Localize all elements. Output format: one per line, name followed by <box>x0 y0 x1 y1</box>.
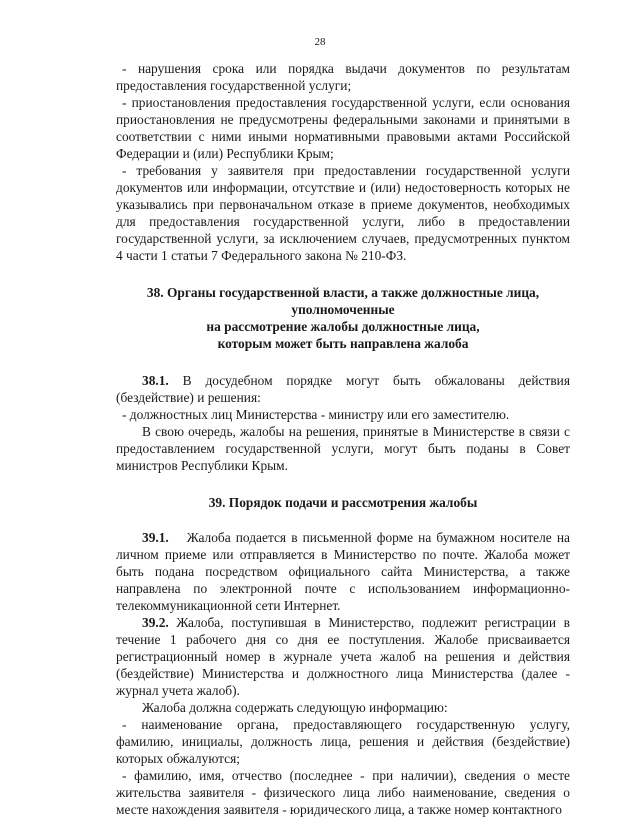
paragraph-38-1-item: - должностных лиц Министерства - министру или его заместителю. <box>122 407 510 422</box>
intro-item-1: - нарушения срока или порядка выдачи документов по результатам предоставления государственной услуги; <box>116 61 570 93</box>
section-38-heading-line-3: на рассмотрение жалобы должностные лица, <box>206 319 480 334</box>
paragraph-39-1-text: Жалоба подается в письменной форме на бумажном носителе на личном приеме или отправляется в Министерство по почте. Жалоба может быть подана посредством официального сайта Министерства, а также направлена по электронной почте с использованием информационно-телекоммуникационной сети Интернет. <box>116 530 570 613</box>
page-number: 28 <box>314 36 326 48</box>
paragraph-38-1 <box>116 372 570 406</box>
paragraph-39-1-number: 39.1. <box>142 530 169 545</box>
paragraph-38-1-note: В свою очередь, жалобы на решения, принятые в Министерстве в связи с предоставлением государственной услуги, могут быть поданы в Совет министров Республики Крым. <box>116 424 570 473</box>
section-38-heading-line-1: 38. Органы государственной власти, а также должностные лица, <box>146 285 540 300</box>
paragraph-39-2-text: Жалоба, поступившая в Министерство, подлежит регистрации в течение 1 рабочего дня со дня ее поступления. Жалобе присваивается регистрационный номер в журнале учета жалоб на решения и действия (бездействие) Министерства и должностного лица Министерства (далее - журнал учета жалоб). <box>116 615 570 698</box>
paragraph-38-1-number: 38.1. <box>142 373 169 388</box>
paragraph-39-2 <box>116 614 570 699</box>
section-38-heading-line-2: уполномоченные <box>291 302 395 317</box>
section-38-heading-line-4: которым может быть направлена жалоба <box>217 336 469 351</box>
paragraph-38-1-text: В досудебном порядке могут быть обжалованы действия (бездействие) и решения: <box>116 373 570 405</box>
intro-item-2: - приостановления предоставления государственной услуги, если основания приостановления не предусмотрены федеральными законами и принятыми в соответствии с ними иными нормативными правовыми актами Российской Федерации и (или) Республики Крым; <box>116 95 570 161</box>
paragraph-39-2-number: 39.2. <box>142 615 169 630</box>
paragraph-39-2-item-2: - фамилию, имя, отчество (последнее - при наличии), сведения о месте жительства заявителя - физического лица либо наименование, сведения о месте нахождения заявителя - юридического лица, а также номер контактного <box>116 768 570 817</box>
paragraph-39-2-intro: Жалоба должна содержать следующую информацию: <box>142 700 448 715</box>
intro-item-3: - требования у заявителя при предоставлении государственной услуги документов или информации, отсутствие и (или) недостоверность которых не указывались при первоначальном отказе в приеме документов, необходимых для предоставления государственной услуги, либо в предоставлении государственной услуги, за исключением случаев, предусмотренных пунктом 4 части 1 статьи 7 Федерального закона № 210-ФЗ. <box>116 163 570 263</box>
paragraph-39-2-item-1: - наименование органа, предоставляющего государственную услугу, фамилию, инициалы, должность лица, решения и действия (бездействие) которых обжалуются; <box>116 717 570 766</box>
section-38-heading <box>116 284 570 352</box>
section-39-heading: 39. Порядок подачи и рассмотрения жалобы <box>208 495 478 510</box>
document-body <box>116 60 570 818</box>
paragraph-39-1 <box>116 529 570 614</box>
